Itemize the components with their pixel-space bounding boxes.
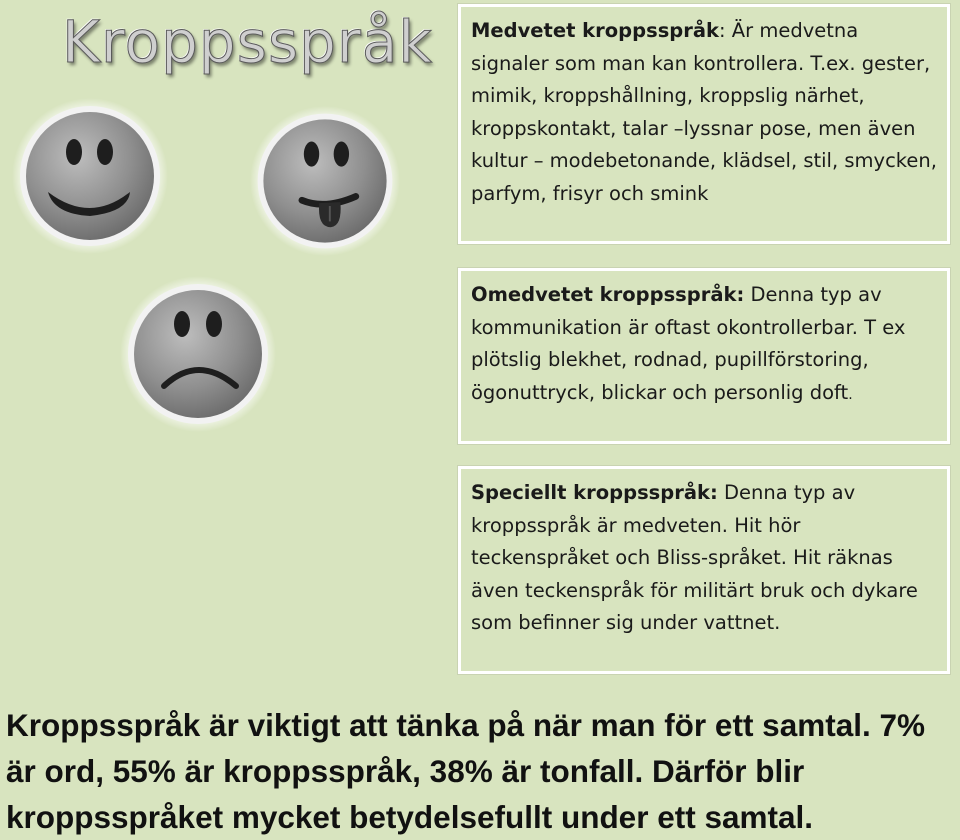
- unconscious-text: Denna typ av kommunikation är oftast okontrollerbar. T ex plötslig blekhet, rodnad, pupillförstoring, ögonuttryck, blickar och personlig doft: [471, 283, 906, 404]
- conscious-text: Är medvetna signaler som man kan kontrollera. T.ex. gester, mimik, kroppshållning, kroppslig närhet, kroppskontakt, talar –lyssnar pose, men även kultur – modebetonande, klädsel, stil, smycken, parfym, frisyr och smink: [471, 19, 937, 205]
- conscious-heading: Medvetet kroppsspråk: [471, 19, 719, 42]
- conscious-colon: :: [719, 19, 726, 42]
- special-text: Denna typ av kroppsspråk är medveten. Hit hör teckenspråket och Bliss-språket. Hit räknas även teckenspråk för militärt bruk och dykare som befinner sig under vattnet.: [471, 481, 918, 634]
- tongue-smiley-icon: [248, 104, 402, 258]
- unconscious-body-language-box: [458, 268, 950, 444]
- happy-smiley-icon: [10, 96, 170, 256]
- special-heading: Speciellt kroppsspråk:: [471, 481, 718, 504]
- sad-smiley-icon: [118, 274, 278, 434]
- summary-text: Kroppsspråk är viktigt att tänka på när man för ett samtal. 7% är ord, 55% är kroppsspråk, 38% är tonfall. Därför blir kroppsspråket mycket betydelsefullt under ett samtal.: [6, 707, 926, 835]
- special-body-language-box: [458, 466, 950, 674]
- unconscious-period: .: [848, 386, 853, 403]
- page-title: Kroppsspråk: [62, 8, 433, 76]
- unconscious-heading: Omedvetet kroppsspråk:: [471, 283, 745, 306]
- conscious-body-language-box: [458, 4, 950, 244]
